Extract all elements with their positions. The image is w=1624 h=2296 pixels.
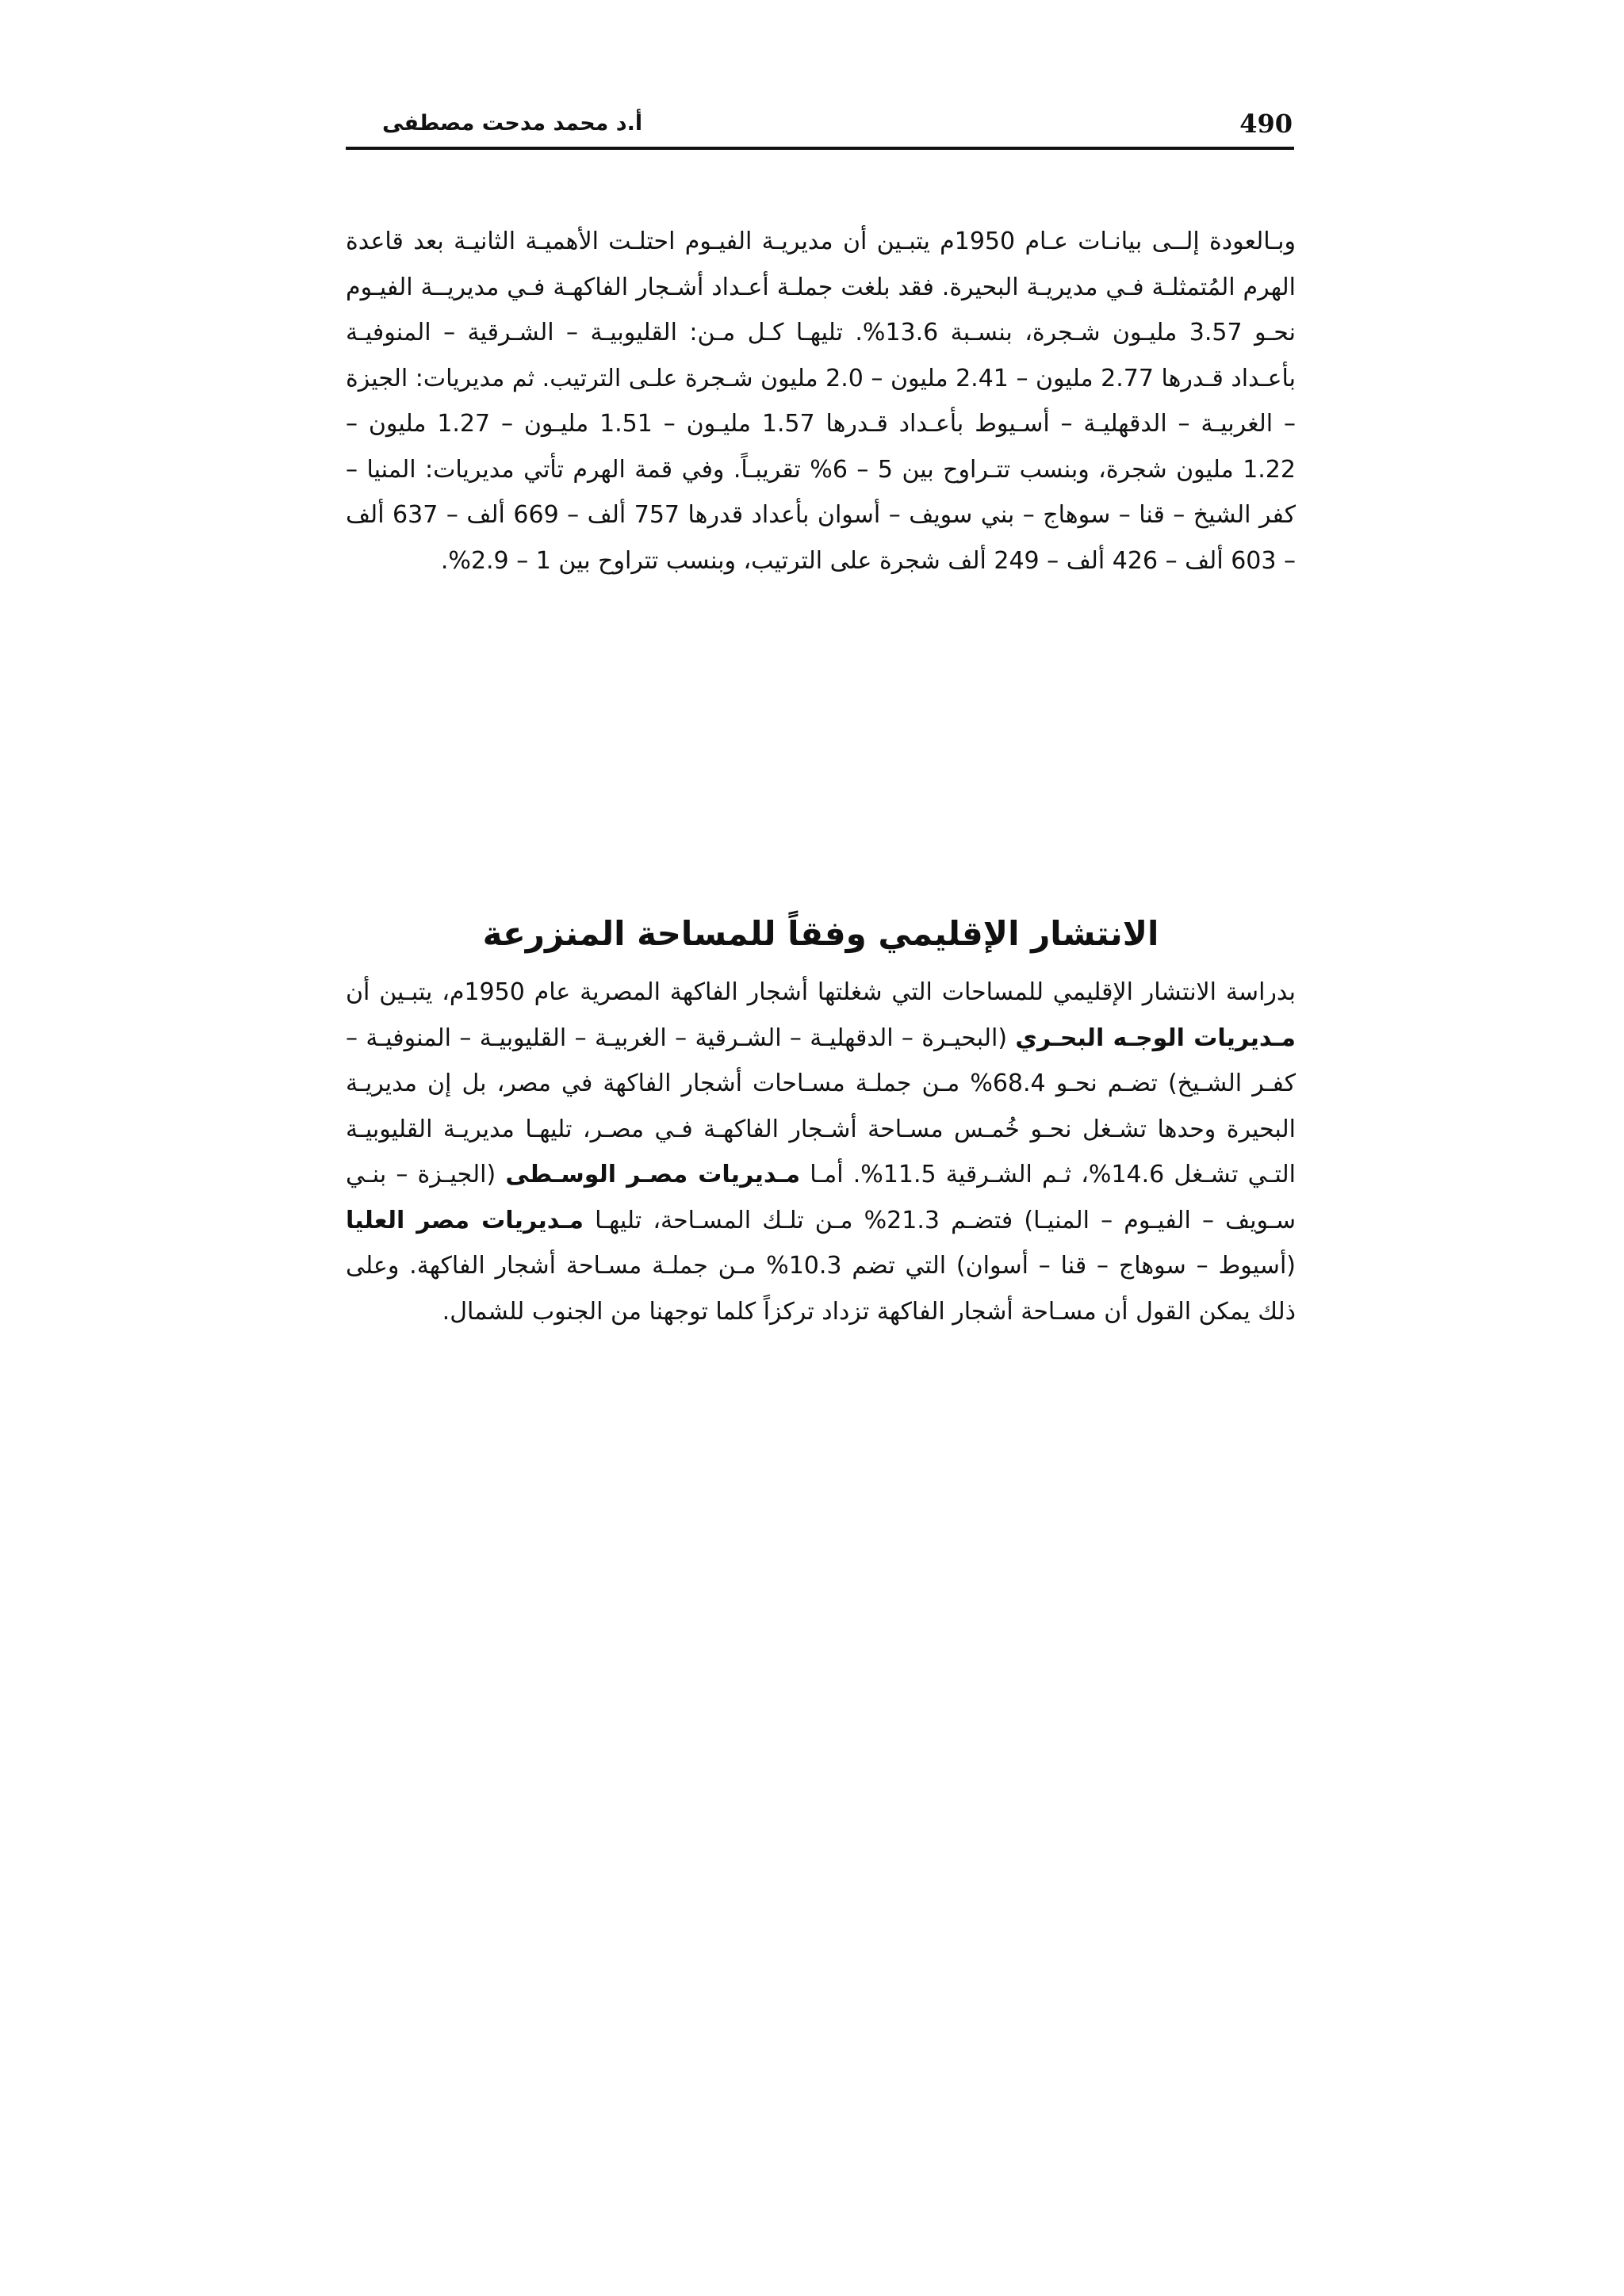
bold-term-middle-egypt: مـديريات مصـر الوسـطى bbox=[505, 1161, 801, 1188]
body-paragraph-2 bbox=[346, 970, 1296, 1334]
bold-term-upper-egypt: مـديريات مصر العليا bbox=[346, 1206, 584, 1234]
section-heading: الانتشار الإقليمي وفقاً للمساحة المنزرعة bbox=[482, 914, 1159, 953]
body-paragraph-1 bbox=[346, 219, 1296, 584]
bold-term-lower-egypt: مـديريات الوجـه البحـري bbox=[1015, 1024, 1296, 1052]
page-number: 490 bbox=[1239, 109, 1293, 139]
paragraph-text-part: (البحيـرة – الدقهليـة – الشـرقية – الغربيـة – القليوبيـة – المنوفيـة – كفـر الشـيخ) تضـم نحـو 68.4% مـن جملـة مسـاحات أشجار الفاكهة في مصر، بل إن مديريـة البحيرة وحدها تشـغل نحـو خُمـس مسـاحة أشـجار الفاكهـة فـي مصـر، تليهـا مديريـة القليوبيـة التـي تشـغل 14.6%، ثـم الشـرقية 11.5%. أمـا bbox=[346, 1024, 1297, 1188]
paragraph-text-part: بدراسة الانتشار الإقليمي للمساحات التي شغلتها أشجار الفاكهة المصرية عام 1950م، يتبـين أن bbox=[346, 978, 1296, 1006]
header-divider bbox=[346, 147, 1294, 150]
paragraph-text-part: (الجيـزة – بنـي سـويف – الفيـوم – المنيـا) فتضـم 21.3% مـن تلـك المسـاحة، تليهـا bbox=[346, 1161, 1296, 1234]
paragraph-text bbox=[346, 970, 1296, 1334]
author-name: أ.د محمد مدحت مصطفى bbox=[382, 111, 643, 136]
paragraph-text: وبـالعودة إلــى بيانـات عـام 1950م يتبـين أن مديريـة الفيـوم احتلـت الأهميـة الثانيـة بعد قاعدة الهرم المُتمثلـة فـي مديريـة البحيرة. فقد بلغت جملـة أعـداد أشـجار الفاكهـة فـي مديريــة الفيـوم نحـو 3.57 مليـون شـجرة، بنسـبة 13.6%. تليهـا كـل مـن: القليوبيـة – الشـرقية – المنوفيـة بأعـداد قـدرها 2.77 مليون – 2.41 مليون – 2.0 مليون شـجرة علـى الترتيب. ثم مديريات: الجيزة – الغربيـة – الدقهليـة – أسـيوط بأعـداد قـدرها 1.57 مليـون – 1.51 مليـون – 1.27 مليون – 1.22 مليون شجرة، وبنسب تتـراوح بين 5 – 6% تقريبـاً. وفي قمة الهرم تأتي مديريات: المنيا – كفر الشيخ – قنا – سوهاج – بني سويف – أسوان بأعداد قدرها 757 ألف – 669 ألف – 637 ألف – 603 ألف – 426 ألف – 249 ألف شجرة على الترتيب، وبنسب تتراوح بين 1 – 2.9%. bbox=[346, 228, 1297, 575]
paragraph-text-part: (أسيوط – سوهاج – قنا – أسوان) التي تضم 10.3% مـن جملـة مسـاحة أشجار الفاكهة. وعلى ذلك يمكن القول أن مسـاحة أشجار الفاكهة تزداد تركزاً كلما توجهنا من الجنوب للشمال. bbox=[346, 1252, 1296, 1326]
